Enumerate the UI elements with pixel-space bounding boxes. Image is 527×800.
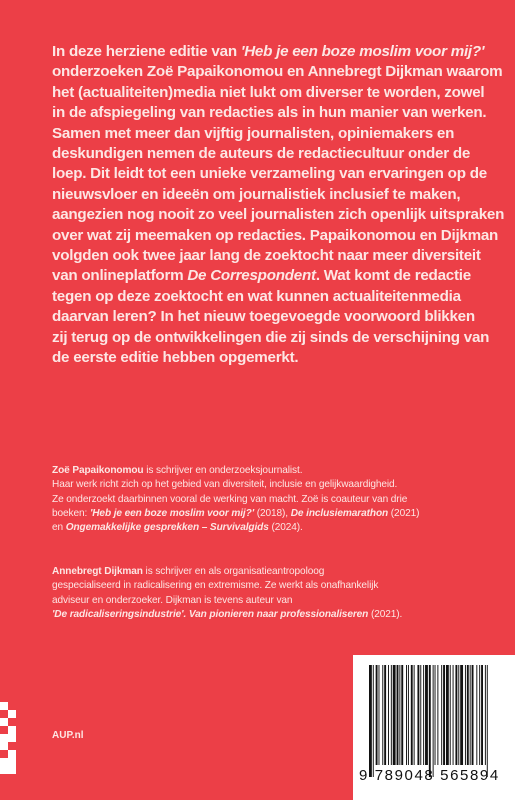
book-title: 'De radicaliseringsindustrie'. Van pionieren naar professionaliseren bbox=[52, 608, 369, 620]
blurb-line: van onlineplatform De Correspondent. Wat komt de redactie bbox=[52, 267, 471, 285]
blurb-line: daarvan leren? In het nieuw toegevoegde voorwoord blikken bbox=[52, 308, 475, 326]
author-name: Zoë Papaikonomou bbox=[52, 465, 144, 476]
blurb-text bbox=[52, 42, 505, 369]
blurb-line: Samen met meer dan vijftig journalisten, opiniemakers en bbox=[52, 124, 455, 142]
blurb-line: in de afspiegeling van redacties als in hun manier van werken. bbox=[52, 104, 487, 122]
book-title: 'Heb je een boze moslim voor mij?' bbox=[240, 43, 485, 60]
blurb-line: volgden ook twee jaar lang de zoektocht naar meer diversiteit bbox=[52, 247, 481, 265]
blurb-line: deskundigen nemen de auteurs de redactiecultuur onder de bbox=[52, 145, 471, 163]
blurb-line: de eerste editie hebben opgemerkt. bbox=[52, 349, 299, 367]
book-title: 'Heb je een boze moslim voor mij?' bbox=[89, 507, 254, 519]
blurb-line: over wat zij meemaken op redacties. Papaikonomou en Dijkman bbox=[52, 226, 499, 244]
platform-title: De Correspondent bbox=[187, 267, 316, 285]
blurb-line: nieuwsvloer en ideeën om journalistiek inclusief te maken, bbox=[52, 185, 461, 203]
blurb-line: tegen op deze zoektocht en wat kunnen actualiteitenmedia bbox=[52, 287, 461, 305]
author-bio-papaikonomou: Zoë Papaikonomou is schrijver en onderzoeksjournalist. Haar werk richt zich op het gebied van diversiteit, inclusie en gelijkwaardigheid. Ze onderzoekt daarbinnen vooral de werking van macht. Zoë is coauteur van drie boeken: 'Heb je een boze moslim voor mij?' (2018), De inclusiemarathon (2021) en Ongemakkelijke gesprekken – Survivalgids (2024). bbox=[52, 465, 420, 534]
blurb-line: aangezien nog nooit zo veel journalisten zich openlijk uitspraken bbox=[52, 206, 505, 224]
author-bio-dijkman: Annebregt Dijkman is schrijver en als organisatieantropoloog gespecialiseerd in radicalisering en extremisme. Ze werkt als onafhankelijk adviseur en onderzoeker. Dijkman is tevens auteur van 'De radicaliseringsindustrie'. Van pionieren naar professionaliseren (2021). bbox=[52, 566, 403, 620]
author-name: Annebregt Dijkman bbox=[52, 566, 143, 577]
isbn-number: 9 789048 565894 bbox=[359, 767, 500, 784]
blurb-line: zij terug op de ontwikkelingen die zij sinds de verschijning van bbox=[52, 328, 490, 346]
blurb-line: loep. Dit leidt tot een unieke verzameling van ervaringen op de bbox=[52, 165, 487, 183]
isbn-barcode bbox=[353, 655, 515, 800]
book-title: De inclusiemarathon bbox=[290, 507, 389, 519]
publisher-url: AUP.nl bbox=[52, 730, 84, 741]
blurb-line: In deze herziene editie van 'Heb je een boze moslim voor mij?' bbox=[52, 43, 485, 60]
book-title: Ongemakkelijke gesprekken – Survivalgids bbox=[65, 522, 269, 534]
blurb-line: onderzoeken Zoë Papaikonomou en Annebregt Dijkman waarom bbox=[52, 63, 503, 81]
page-edge bbox=[515, 0, 527, 800]
publisher-logo-icon bbox=[0, 702, 16, 774]
blurb-line: het (actualiteiten)media niet lukt om diverser te worden, zowel bbox=[52, 83, 485, 101]
